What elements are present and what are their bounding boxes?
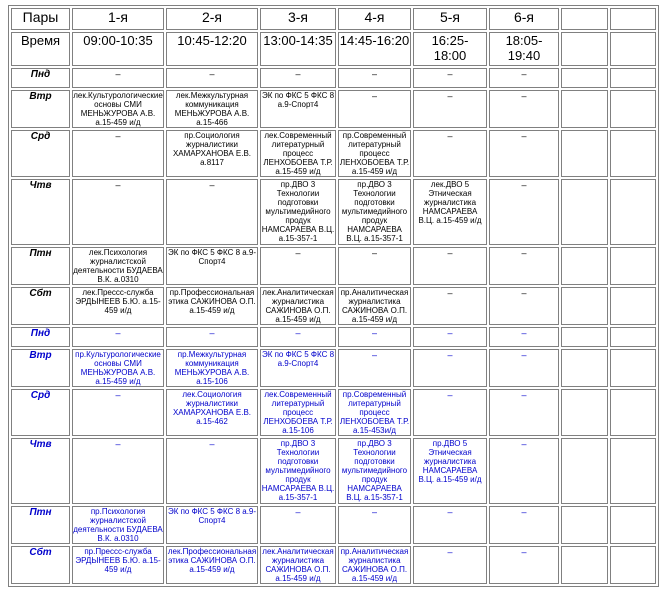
time-row — [11, 32, 656, 66]
header-pair-cell — [610, 8, 656, 30]
class-cell: лек.Профессиональная этика САЖИНОВА О.П. а.15-459 и/д — [166, 546, 258, 584]
empty-cell — [610, 506, 656, 544]
day-label: Птн — [11, 247, 70, 285]
empty-cell — [561, 179, 608, 245]
no-class-cell: – — [489, 130, 559, 177]
time-cell: 14:45-16:20 — [338, 32, 411, 66]
empty-cell — [610, 130, 656, 177]
no-class-cell: – — [72, 327, 164, 347]
header-pair-cell: 6-я — [489, 8, 559, 30]
no-class-cell: – — [489, 506, 559, 544]
day-label: Чтв — [11, 438, 70, 504]
no-class-cell: – — [72, 130, 164, 177]
no-class-cell: – — [489, 389, 559, 436]
no-class-cell: – — [489, 287, 559, 325]
day-row — [11, 506, 656, 544]
empty-cell — [561, 438, 608, 504]
day-label: Срд — [11, 130, 70, 177]
time-cell: 09:00-10:35 — [72, 32, 164, 66]
no-class-cell: – — [489, 179, 559, 245]
empty-cell — [610, 349, 656, 387]
header-pair-cell: 3-я — [260, 8, 336, 30]
no-class-cell: – — [260, 68, 336, 88]
no-class-cell: – — [166, 179, 258, 245]
empty-cell — [561, 68, 608, 88]
class-cell: ЭК по ФКС 5 ФКС 8 а.9-Спорт4 — [166, 506, 258, 544]
class-cell: лек.Прессс-служба ЭРДЫНЕЕВ Б.Ю. а.15-459 и/д — [72, 287, 164, 325]
day-label: Сбт — [11, 287, 70, 325]
no-class-cell: – — [338, 506, 411, 544]
day-row — [11, 438, 656, 504]
time-cell: 10:45-12:20 — [166, 32, 258, 66]
no-class-cell: – — [72, 389, 164, 436]
class-cell: лек.Культурологические основы СМИ МЕНЬЖУРОВА А.В. а.15-459 и/д — [73, 91, 163, 127]
no-class-cell: – — [489, 349, 559, 387]
no-class-cell: – — [413, 506, 487, 544]
header-pairs-label: Пары — [11, 8, 70, 30]
no-class-cell: – — [413, 389, 487, 436]
no-class-cell: – — [260, 327, 336, 347]
empty-cell — [561, 546, 608, 584]
header-pair-cell — [561, 8, 608, 30]
class-cell: пр.Психология журналистской деятельности БУДАЕВА В.К. а.0310 — [73, 507, 163, 543]
day-row — [11, 179, 656, 245]
class-cell: пр.ДВО 5 Этническая журналистика НАМСАРАЕВА В.Ц. а.15-459 и/д — [413, 438, 487, 504]
class-cell: пр.Современный литературный процесс ЛЕНХОБОЕВА Т.Р. а.15-453и/д — [339, 390, 410, 435]
time-label: Время — [11, 32, 70, 66]
time-cell — [610, 32, 656, 66]
class-cell: пр.Социология журналистики ХАМАРХАНОВА Е.В. а.8117 — [166, 130, 258, 177]
day-label: Пнд — [11, 68, 70, 88]
empty-cell — [561, 389, 608, 436]
no-class-cell: – — [413, 90, 487, 128]
empty-cell — [610, 327, 656, 347]
no-class-cell: – — [72, 179, 164, 245]
no-class-cell: – — [489, 438, 559, 504]
time-cell — [561, 32, 608, 66]
day-label: Втр — [11, 90, 70, 128]
class-cell: пр.ДВО 3 Технологии подготовки мультимедийного продук НАМСАРАЕВА В.Ц. а.15-357-1 — [338, 438, 411, 504]
day-row — [11, 90, 656, 128]
no-class-cell: – — [413, 287, 487, 325]
no-class-cell: – — [166, 68, 258, 88]
class-cell: лек.Психология журналистской деятельности БУДАЕВА В.К. а.0310 — [73, 248, 163, 284]
empty-cell — [561, 247, 608, 285]
no-class-cell: – — [489, 90, 559, 128]
day-row — [11, 130, 656, 177]
class-cell: лек.Современный литературный процесс ЛЕНХОБОЕВА Т.Р. а.15-459 и/д — [260, 130, 336, 177]
class-cell: пр.ДВО 3 Технологии подготовки мультимедийного продук НАМСАРАЕВА В.Ц. а.15-357-1 — [261, 180, 335, 243]
day-label: Пнд — [11, 327, 70, 347]
class-cell: лек.Социология журналистики ХАМАРХАНОВА Е.В. а.15-462 — [166, 389, 258, 436]
class-cell: пр.Культурологические основы СМИ МЕНЬЖУРОВА А.В. а.15-459 и/д — [72, 349, 164, 387]
class-cell: лек.ДВО 5 Этническая журналистика НАМСАРАЕВА В.Ц. а.15-459 и/д — [413, 179, 487, 245]
class-cell: лек.Аналитическая журналистика САЖИНОВА О.П. а.15-459 и/д — [260, 546, 336, 584]
no-class-cell: – — [338, 68, 411, 88]
empty-cell — [561, 130, 608, 177]
empty-cell — [610, 68, 656, 88]
no-class-cell: – — [489, 247, 559, 285]
empty-cell — [610, 287, 656, 325]
no-class-cell: – — [260, 247, 336, 285]
day-label: Сбт — [11, 546, 70, 584]
class-cell: пр.ДВО 3 Технологии подготовки мультимедийного продук НАМСАРАЕВА В.Ц. а.15-357-1 — [261, 439, 335, 502]
day-row — [11, 327, 656, 347]
class-cell: лек.Современный литературный процесс ЛЕНХОБОЕВА Т.Р. а.15-106 — [260, 389, 336, 436]
class-cell: ЭК по ФКС 5 ФКС 8 а.9-Спорт4 — [166, 247, 258, 285]
class-cell: пр.Аналитическая журналистика САЖИНОВА О.П. а.15-459 и/д — [338, 287, 411, 325]
no-class-cell: – — [72, 68, 164, 88]
class-cell: пр.Аналитическая журналистика САЖИНОВА О.П. а.15-459 и/д — [338, 546, 411, 584]
class-cell: пр.Межкультурная коммуникация МЕНЬЖУРОВА А.В. а.15-106 — [166, 349, 258, 387]
no-class-cell: – — [338, 327, 411, 347]
no-class-cell: – — [166, 327, 258, 347]
empty-cell — [610, 90, 656, 128]
day-row — [11, 349, 656, 387]
no-class-cell: – — [413, 68, 487, 88]
empty-cell — [561, 506, 608, 544]
day-label: Чтв — [11, 179, 70, 245]
day-row — [11, 287, 656, 325]
day-label: Птн — [11, 506, 70, 544]
no-class-cell: – — [489, 546, 559, 584]
no-class-cell: – — [489, 327, 559, 347]
class-cell: лек.Аналитическая журналистика САЖИНОВА О.П. а.15-459 и/д — [260, 287, 336, 325]
day-row — [11, 247, 656, 285]
empty-cell — [610, 179, 656, 245]
time-cell: 16:25- 18:00 — [413, 32, 487, 66]
no-class-cell: – — [489, 68, 559, 88]
no-class-cell: – — [413, 349, 487, 387]
no-class-cell: – — [338, 247, 411, 285]
class-cell: пр.Современный литературный процесс ЛЕНХОБОЕВА Т.Р. а.15-459 и/д — [339, 131, 410, 176]
day-row — [11, 68, 656, 88]
header-pair-cell: 1-я — [72, 8, 164, 30]
no-class-cell: – — [413, 247, 487, 285]
no-class-cell: – — [413, 327, 487, 347]
class-cell: пр.Профессиональная этика САЖИНОВА О.П. а.15-459 и/д — [166, 287, 258, 325]
no-class-cell: – — [338, 349, 411, 387]
class-cell: пр.Прессс-служба ЭРДЫНЕЕВ Б.Ю. а.15-459 и/д — [72, 546, 164, 584]
empty-cell — [610, 247, 656, 285]
no-class-cell: – — [338, 90, 411, 128]
class-cell: лек.Межкультурная коммуникация МЕНЬЖУРОВА А.В. а.15-466 — [166, 90, 258, 128]
day-row — [11, 546, 656, 584]
header-pair-cell: 4-я — [338, 8, 411, 30]
no-class-cell: – — [260, 506, 336, 544]
empty-cell — [610, 438, 656, 504]
empty-cell — [561, 287, 608, 325]
no-class-cell: – — [413, 546, 487, 584]
day-label: Втр — [11, 349, 70, 387]
time-cell: 18:05- 19:40 — [489, 32, 559, 66]
class-cell: ЭК по ФКС 5 ФКС 8 а.9-Спорт4 — [260, 349, 336, 387]
empty-cell — [561, 349, 608, 387]
header-pair-cell: 2-я — [166, 8, 258, 30]
empty-cell — [561, 327, 608, 347]
header-pair-cell: 5-я — [413, 8, 487, 30]
no-class-cell: – — [72, 438, 164, 504]
schedule-table — [8, 5, 659, 587]
header-row — [11, 8, 656, 30]
empty-cell — [610, 546, 656, 584]
class-cell: ЭК по ФКС 5 ФКС 8 а.9-Спорт4 — [260, 90, 336, 128]
no-class-cell: – — [413, 130, 487, 177]
no-class-cell: – — [166, 438, 258, 504]
empty-cell — [561, 90, 608, 128]
day-label: Срд — [11, 389, 70, 436]
class-cell: пр.ДВО 3 Технологии подготовки мультимедийного продук НАМСАРАЕВА В.Ц. а.15-357-1 — [338, 179, 411, 245]
day-row — [11, 389, 656, 436]
time-cell: 13:00-14:35 — [260, 32, 336, 66]
empty-cell — [610, 389, 656, 436]
